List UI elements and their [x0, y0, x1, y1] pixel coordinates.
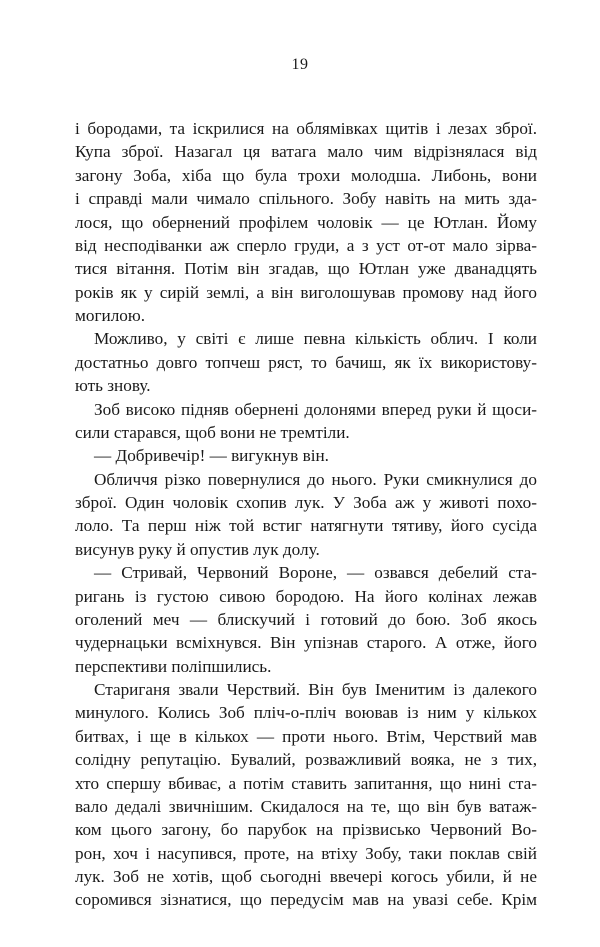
text-line: чудернацьки всміхнувся. Він упізнав старого. А отже, його	[75, 633, 537, 653]
paragraph	[75, 327, 537, 397]
text-line: зброї. Один чоловік схопив лук. У Зоба аж у животі похо-	[75, 493, 537, 512]
text-line: сили старався, щоб вони не тремтіли.	[75, 422, 350, 442]
text-line: битвах, і ще в кількох — проти нього. Втім, Черствий мав	[75, 726, 537, 746]
text-line: від несподіванки аж сперло груди, а з уст от-от мало зірва-	[75, 235, 537, 255]
text-line: хто спершу вбиває, а потім ставить запитання, що нині ста-	[75, 773, 537, 793]
text-line: і бородами, та іскрилися на облямівках щитів і лезах зброї.	[75, 119, 537, 138]
page-number: 19	[291, 56, 309, 73]
text-line: достатньо довго топчеш ряст, то бачиш, як їх використову-	[75, 352, 537, 372]
text-line: ригань із густою сивою бородою. На його колінах лежав	[75, 586, 537, 606]
text-line: років як у сирій землі, а він виголошував промову над його	[75, 282, 537, 302]
paragraph	[75, 117, 537, 327]
text-line: — Добривечір! — вигукнув він.	[94, 446, 329, 466]
text-line: ють знову.	[75, 376, 151, 396]
text-line: рон, хоч і насупився, проте, на втіху Зобу, таки поклав свій	[75, 843, 537, 863]
text-line: соромився зізнатися, що передусім мав на увазі себе. Крім	[75, 890, 537, 910]
text-line: лук. Зоб не хотів, щоб сьогодні ввечері когось убили, й не	[75, 867, 537, 886]
text-line: — Стривай, Червоний Вороне, — озвався дебелий ста-	[94, 563, 537, 583]
text-line: і справді мали чимало спільного. Зобу навіть на мить зда-	[75, 189, 537, 209]
text-line: висунув руку й опустив лук долу.	[75, 539, 320, 559]
paragraph	[75, 468, 537, 562]
paragraph	[75, 678, 537, 912]
text-line: оголений меч — блискучий і готовий до бою. Зоб якось	[75, 609, 537, 629]
text-line: Купа зброї. Назагал ця ватага мало чим відрізнялася від	[75, 142, 537, 162]
text-line: лоло. Та перш ніж той встиг натягнути тятиву, його сусіда	[75, 516, 537, 536]
text-line: Обличчя різко повернулися до нього. Руки смикнулися до	[94, 469, 537, 489]
text-line: ком цього загону, бо парубок на прізвисько Червоний Во-	[75, 820, 537, 840]
text-line: Зоб високо підняв обернені долонями вперед руки й щоси-	[94, 399, 537, 419]
text-line: тися вітання. Потім він згадав, що Ютлан уже дванадцять	[75, 259, 537, 279]
paragraph	[75, 398, 537, 445]
text-line: могилою.	[75, 306, 146, 325]
text-line: лося, що обернений профілем чоловік — це Ютлан. Йому	[75, 212, 537, 232]
text-line: солідну репутацію. Бувалий, розважливий вояка, не з тих,	[75, 750, 537, 770]
text-line: вало дедалі звичнішим. Скидалося на те, що він був ватаж-	[75, 796, 537, 816]
text-line: загону Зоба, хіба що була трохи молодша. Либонь, вони	[75, 165, 537, 185]
text-line: Можливо, у світі є лише певна кількість облич. І коли	[94, 329, 537, 349]
paragraph	[75, 444, 537, 467]
paragraph	[75, 561, 537, 678]
text-line: Стариганя звали Черствий. Він був Іменитим із далекого	[94, 680, 537, 699]
text-line: перспективи поліпшились.	[75, 656, 272, 676]
text-line: минулого. Колись Зоб пліч-о-пліч воював із ним у кількох	[75, 703, 537, 723]
text-column	[75, 117, 537, 912]
